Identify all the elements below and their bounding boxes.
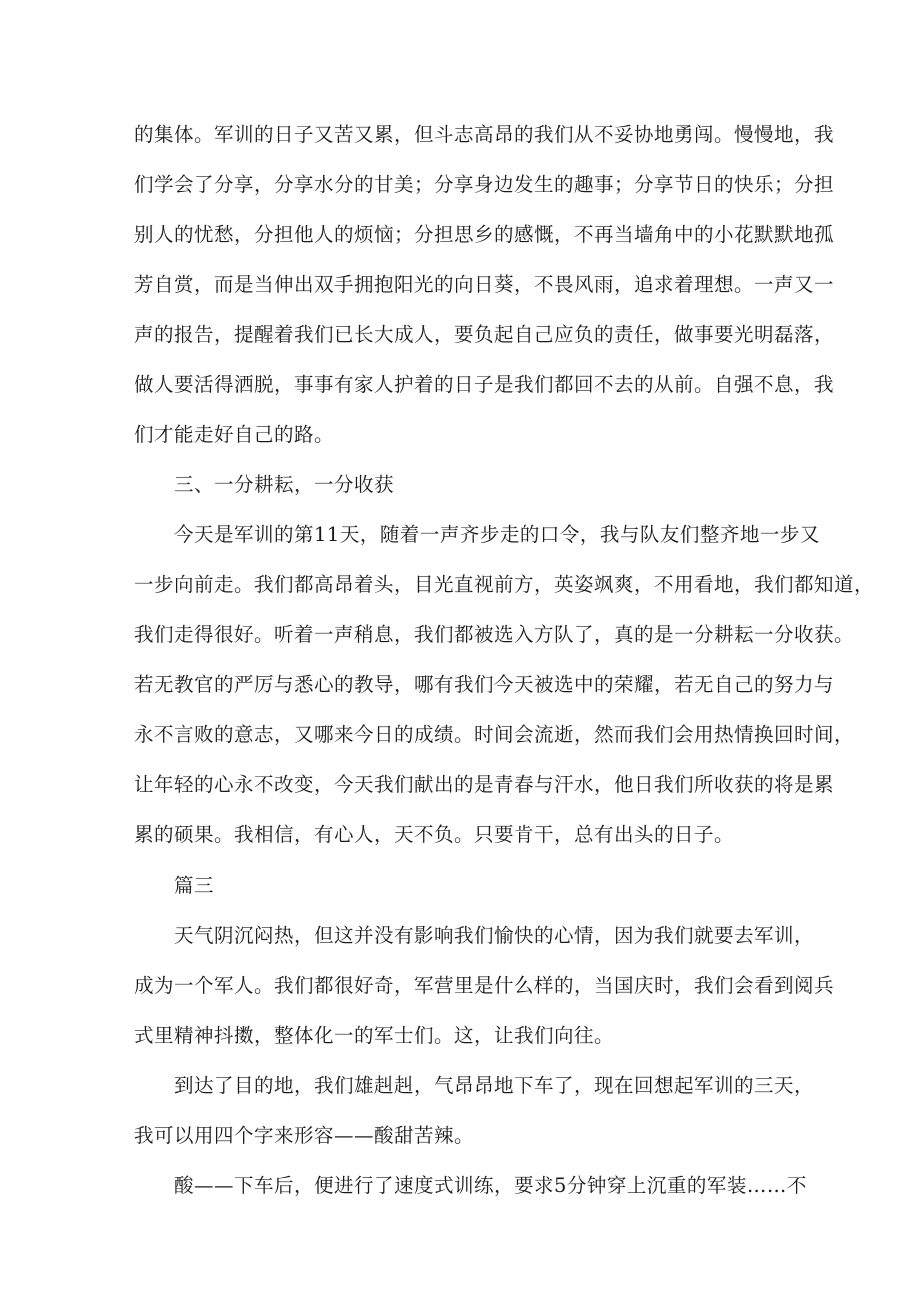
part-heading: 篇三 — [174, 874, 215, 897]
paragraph-1-line-5: 声的报告，提醒着我们已长大成人，要负起自己应负的责任，做事要光明磊落， — [134, 323, 835, 346]
paragraph-4-line-2: 我可以用四个字来形容——酸甜苦辣。 — [134, 1124, 475, 1147]
paragraph-4-line-1: 到达了目的地，我们雄赳赳，气昂昂地下车了，现在回想起军训的三天， — [174, 1074, 815, 1097]
paragraph-3-line-1: 天气阴沉闷热，但这并没有影响我们愉快的心情，因为我们就要去军训， — [174, 924, 815, 947]
paragraph-2-line-7: 累的硕果。我相信，有心人，天不负。只要肯干，总有出头的日子。 — [134, 823, 735, 846]
paragraph-1-line-3: 别人的忧愁，分担他人的烦恼；分担思乡的感慨，不再当墙角中的小花默默地孤 — [134, 223, 835, 246]
paragraph-1-line-7: 们才能走好自己的路。 — [134, 423, 335, 446]
paragraph-2-line-1: 今天是军训的第11天，随着一声齐步走的口令，我与队友们整齐地一步又 — [174, 523, 820, 546]
paragraph-1-line-2: 们学会了分享，分享水分的甘美；分享身边发生的趣事；分享节日的快乐；分担 — [134, 173, 835, 196]
paragraph-1-line-4: 芳自赏，而是当伸出双手拥抱阳光的向日葵，不畏风雨，追求着理想。一声又一 — [134, 273, 835, 296]
section-heading: 三、一分耕耘，一分收获 — [174, 473, 395, 496]
paragraph-2-line-2: 一步向前走。我们都高昂着头，目光直视前方，英姿飒爽，不用看地，我们都知道， — [134, 573, 875, 596]
paragraph-2-line-5: 永不言败的意志，又哪来今日的成绩。时间会流逝，然而我们会用热情换回时间， — [134, 723, 855, 746]
paragraph-5-line-1: 酸——下车后，便进行了速度式训练，要求5分钟穿上沉重的军装……不 — [174, 1174, 807, 1197]
paragraph-2-line-6: 让年轻的心永不改变，今天我们献出的是青春与汗水，他日我们所收获的将是累 — [134, 773, 835, 796]
paragraph-1-line-1: 的集体。军训的日子又苦又累，但斗志高昂的我们从不妥协地勇闯。慢慢地，我 — [134, 123, 835, 146]
paragraph-1-line-6: 做人要活得洒脱，事事有家人护着的日子是我们都回不去的从前。自强不息，我 — [134, 373, 835, 396]
paragraph-3-line-3: 式里精神抖擞，整体化一的军士们。这，让我们向往。 — [134, 1024, 615, 1047]
paragraph-3-line-2: 成为一个军人。我们都很好奇，军营里是什么样的，当国庆时，我们会看到阅兵 — [134, 974, 835, 997]
paragraph-2-line-3: 我们走得很好。听着一声稍息，我们都被选入方队了，真的是一分耕耘一分收获。 — [134, 623, 855, 646]
paragraph-2-line-4: 若无教官的严厉与悉心的教导，哪有我们今天被选中的荣耀，若无自己的努力与 — [134, 673, 835, 696]
